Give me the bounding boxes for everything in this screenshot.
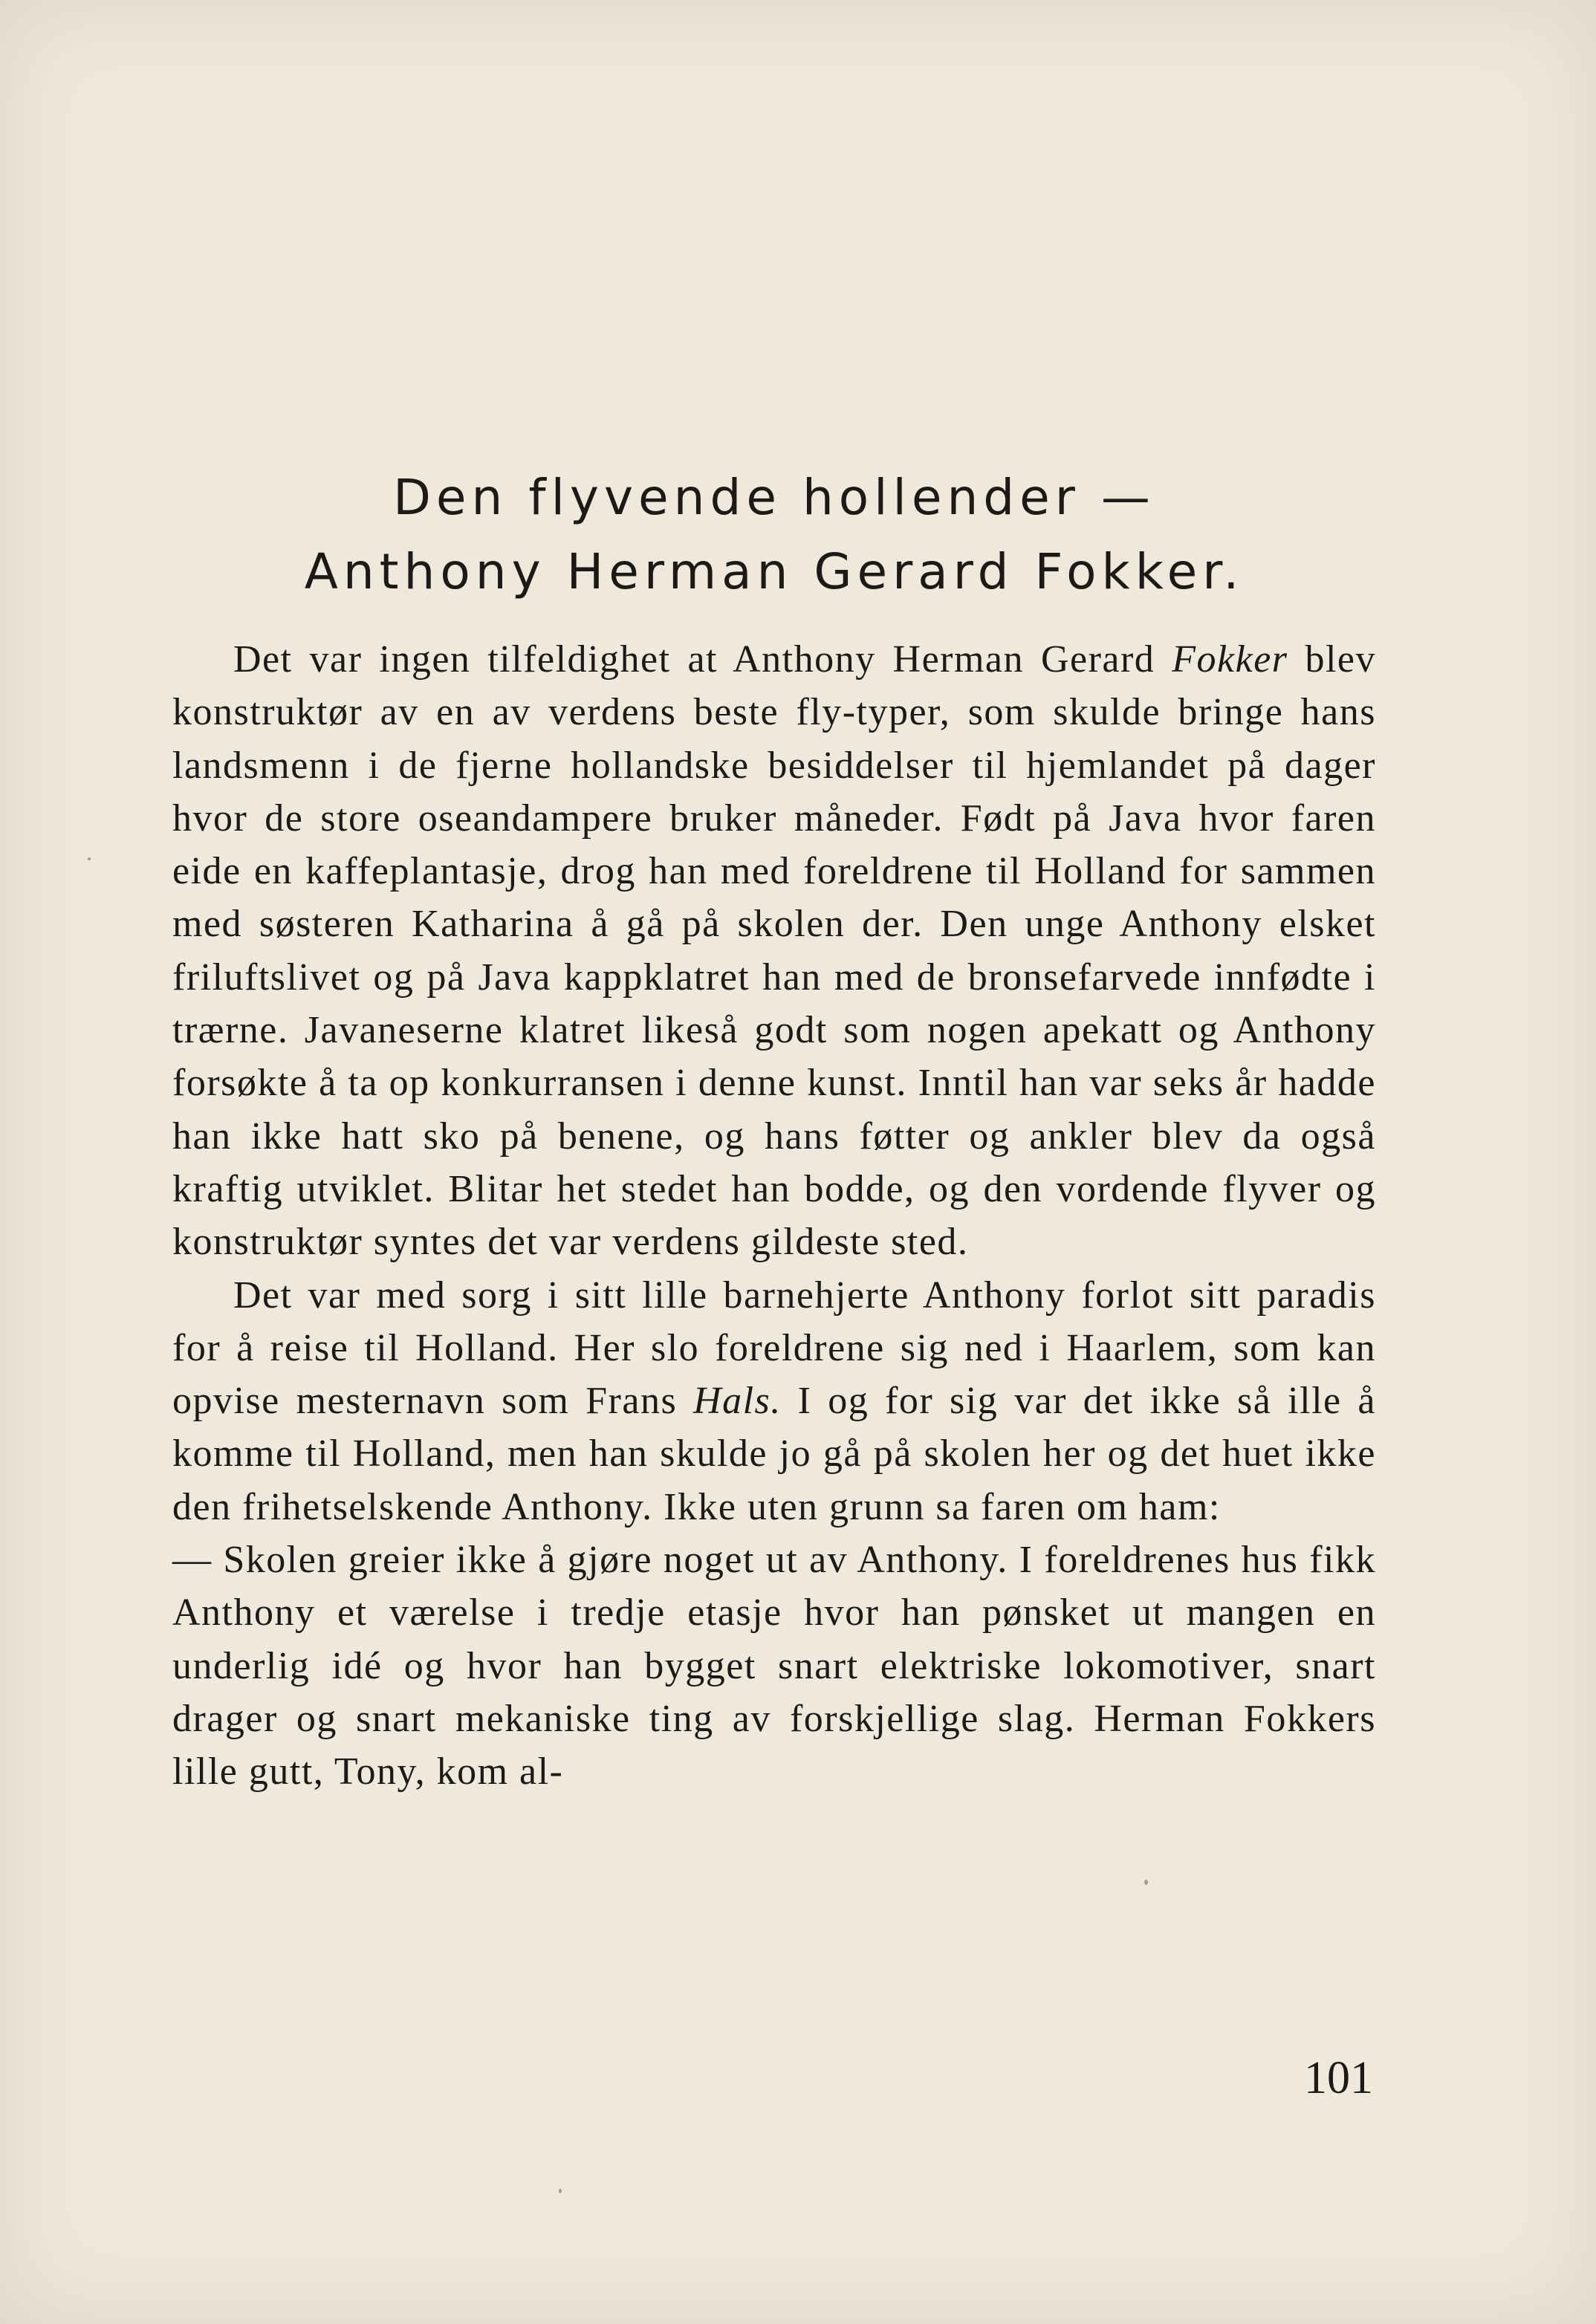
- paragraph-2-text-a: Det var med sorg i sitt lille barnehjerte Anthony forlot sitt paradis for å reise til Holland. Her slo foreldrene sig ned i Haarlem, som kan opvise mesternavn som Frans: [172, 1273, 1376, 1423]
- paragraph-2-text-b: I og for sig var det ikke så ille å komme til Holland, men han skulde jo gå på skolen her og det huet ikke den frihetselskende Anthony. Ikke uten grunn sa faren om ham:: [172, 1380, 1377, 1528]
- paper-speck: [1144, 1880, 1148, 1885]
- paragraph-1-text-b: blev konstruktør av en av verdens beste fly-typer, som skulde bringe hans landsmenn i de fjerne hollandske besiddelser til hjemlandet på dager hvor de store oseandampere bruker måneder. Født på Java hvor faren eide en kaffeplantasje, drog han med foreldrene til Holland for sammen med søsteren Katharina å gå på skolen der. Den unge Anthony elsket friluftslivet og på Java kappklatret han med de bronsefarvede innfødte i trærne. Javaneserne klatret likeså godt som nogen apekatt og Anthony forsøkte å ta op konkurransen i denne kunst. Inntil han var seks år hadde han ikke hatt sko på benene, og hans føtter og ankler blev da også kraftig utviklet. Blitar het stedet han bodde, og den vordende flyver og konstruktør syntes det var verdens gildeste sted.: [172, 638, 1376, 1264]
- chapter-body: [172, 633, 1376, 1799]
- chapter-title-line-1: Den flyvende hollender —: [393, 469, 1155, 526]
- page-number: 101: [1304, 2053, 1373, 2103]
- paper-speck: [88, 857, 91, 860]
- paper-speck: [559, 2189, 562, 2193]
- paragraph-2-italic-name: Hals.: [693, 1380, 782, 1423]
- paragraph-3: — Skolen greier ikke å gjøre noget ut av Anthony. I foreldrenes hus fikk Anthony et værelse i tredje etasje hvor han pønsket ut mangen en underlig idé og hvor han bygget snart elektriske lokomotiver, snart drager og snart mekaniske ting av forskjellige slag. Herman Fokkers lille gutt, Tony, kom al-: [172, 1539, 1376, 1794]
- paragraph-2: [172, 1269, 1376, 1533]
- paragraph-1-text-a: Det var ingen tilfeldighet at Anthony Herman Gerard: [233, 638, 1172, 681]
- chapter-title: [172, 461, 1376, 609]
- paragraph-1: [172, 633, 1376, 1269]
- paragraph-1-italic-name: Fokker: [1172, 638, 1288, 681]
- chapter-title-line-2: Anthony Herman Gerard Fokker.: [304, 543, 1245, 600]
